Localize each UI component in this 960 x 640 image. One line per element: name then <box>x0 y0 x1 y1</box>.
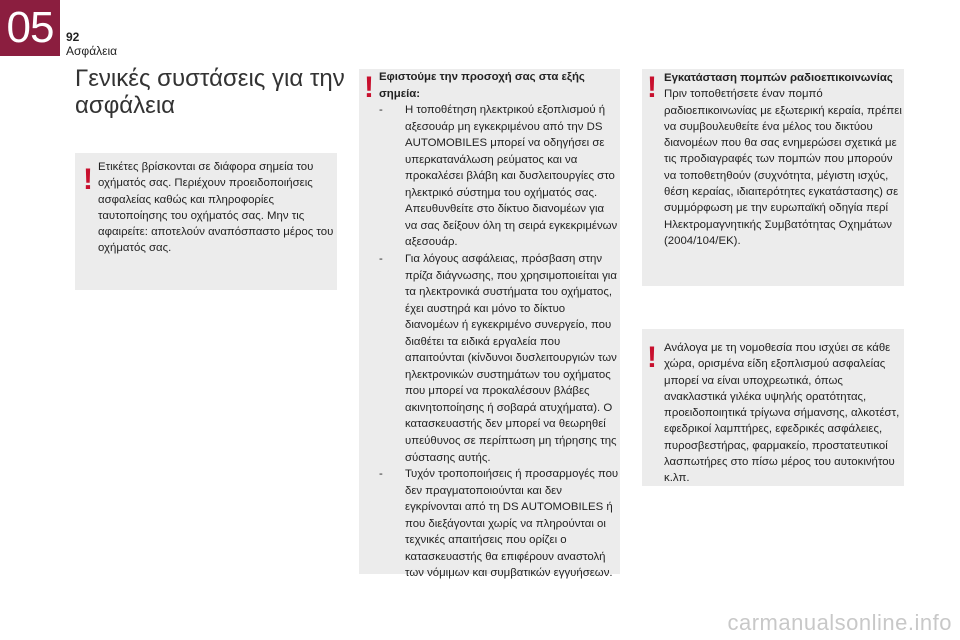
chapter-tab <box>0 0 60 56</box>
bullet-dash: - <box>379 104 383 117</box>
legislation-warning-text: Ανάλογα με τη νομοθεσία που ισχύει σε κάθε χώρα, ορισμένα είδη εξοπλισμού ασφαλείας μπορεί να είναι υποχρεωτικά, όπως ανακλαστικά γιλέκα υψηλής ορατότητας, προειδοποιητικά τρίγωνα σήμανσης, αλκοτέστ, εφεδρικοί λαμπτήρες, εφεδρικές ασφάλειες, πυροσβεστήρας, φαρμακείο, προστατευτικοί λασπωτήρες στο πίσω μέρος του αυτοκινήτου κ.λπ. <box>664 342 900 485</box>
page-number: 92 <box>66 30 80 44</box>
list-item-text: Τυχόν τροποποιήσεις ή προσαρμογές που δεν πραγματοποιούνται και δεν εγκρίνονται από τη DS AUTOMOBILES ή που διεξάγονται χωρίς να πληρούνται οι τεχνικές απαιτήσεις που ορίζει ο κατασκευαστής θα επιφέρουν αναστολή των νόμιμων και συμβατικών εγγυήσεων. <box>405 468 619 580</box>
exclamation-icon: ! <box>83 163 93 196</box>
radio-warning-body <box>664 70 902 249</box>
page-title: Γενικές συστάσεις για την ασφάλεια <box>75 65 345 119</box>
radio-warning-heading: Εγκατάσταση πομπών ραδιοεπικοινωνίας <box>664 72 893 84</box>
chapter-number: 05 <box>6 3 54 52</box>
list-item <box>379 102 619 251</box>
attention-warning-panel <box>359 69 620 580</box>
intro-warning-panel <box>75 153 337 290</box>
attention-warning-body <box>379 69 619 582</box>
exclamation-icon: ! <box>647 71 657 104</box>
list-item <box>379 251 619 466</box>
chapter-name: Ασφάλεια <box>66 44 118 58</box>
bullet-dash: - <box>379 468 383 481</box>
bullet-dash: - <box>379 253 383 266</box>
radio-warning-panel <box>642 69 904 286</box>
legislation-warning-panel <box>642 329 904 486</box>
list-item <box>379 466 619 582</box>
exclamation-icon: ! <box>647 341 657 374</box>
exclamation-icon: ! <box>364 71 374 104</box>
list-item-text: Η τοποθέτηση ηλεκτρικού εξοπλισμού ή αξεσουάρ μη εγκεκριμένου από την DS AUTOMOBILES μπορεί να οδηγήσει σε υπερκατανάλωση ρεύματος και να προκαλέσει βλάβη και δυσλειτουργίες στο ηλεκτρικό σύστημα του οχήματός σας. Απευθυνθείτε στο δίκτυο διανομέων για να σας δείξουν όλη τη σειρά εγκεκριμένων αξεσουάρ. <box>405 104 618 249</box>
attention-warning-heading: Εφιστούμε την προσοχή σας στα εξής σημεία: <box>379 71 585 100</box>
radio-warning-text: Πριν τοποθετήσετε έναν πομπό ραδιοεπικοινωνίας με εξωτερική κεραία, πρέπει να συμβουλευθείτε ένα μέλος του δικτύου διανομέων που θα σας ενημερώσει σχετικά με τις προδιαγραφές των πομπών που μπορούν να τοποθετηθούν (συχνότητα, μέγιστη ισχύς, θέση κεραίας, ιδιαιτερότητες εγκατάστασης) σε συμμόρφωση με την ευρωπαϊκή οδηγία περί Ηλεκτρομαγνητικής Συμβατότητας Οχημάτων (2004/104/ΕΚ). <box>664 88 902 247</box>
attention-warning-list <box>379 102 619 582</box>
watermark: carmanualsonline.info <box>727 610 952 635</box>
list-item-text: Για λόγους ασφάλειας, πρόσβαση στην πρίζα διάγνωσης, που χρησιμοποιείται για τα ηλεκτρονικά συστήματα του οχήματος, έχει αυστηρά και μόνο το δίκτυο διανομέων ή εγκεκριμένο συνεργείο, που διαθέτει τα ειδικά εργαλεία που απαιτούνται (κίνδυνοι δυσλειτουργιών των ηλεκτρονικών συστημάτων του οχήματος που μπορεί να προκαλέσουν βλάβες ακινητοποίησης ή σοβαρά ατυχήματα). Ο κατασκευαστής δεν μπορεί να θεωρηθεί υπεύθυνος σε περίπτωση μη τήρησης της σύστασης αυτής. <box>405 253 617 464</box>
intro-warning-text: Ετικέτες βρίσκονται σε διάφορα σημεία του οχήματός σας. Περιέχουν προειδοποιήσεις ασφαλείας καθώς και πληροφορίες ταυτοποίησης του οχήματός σας. Μην τις αφαιρείτε: αποτελούν αναπόσπαστο μέρος του οχήματός σας. <box>98 161 334 255</box>
